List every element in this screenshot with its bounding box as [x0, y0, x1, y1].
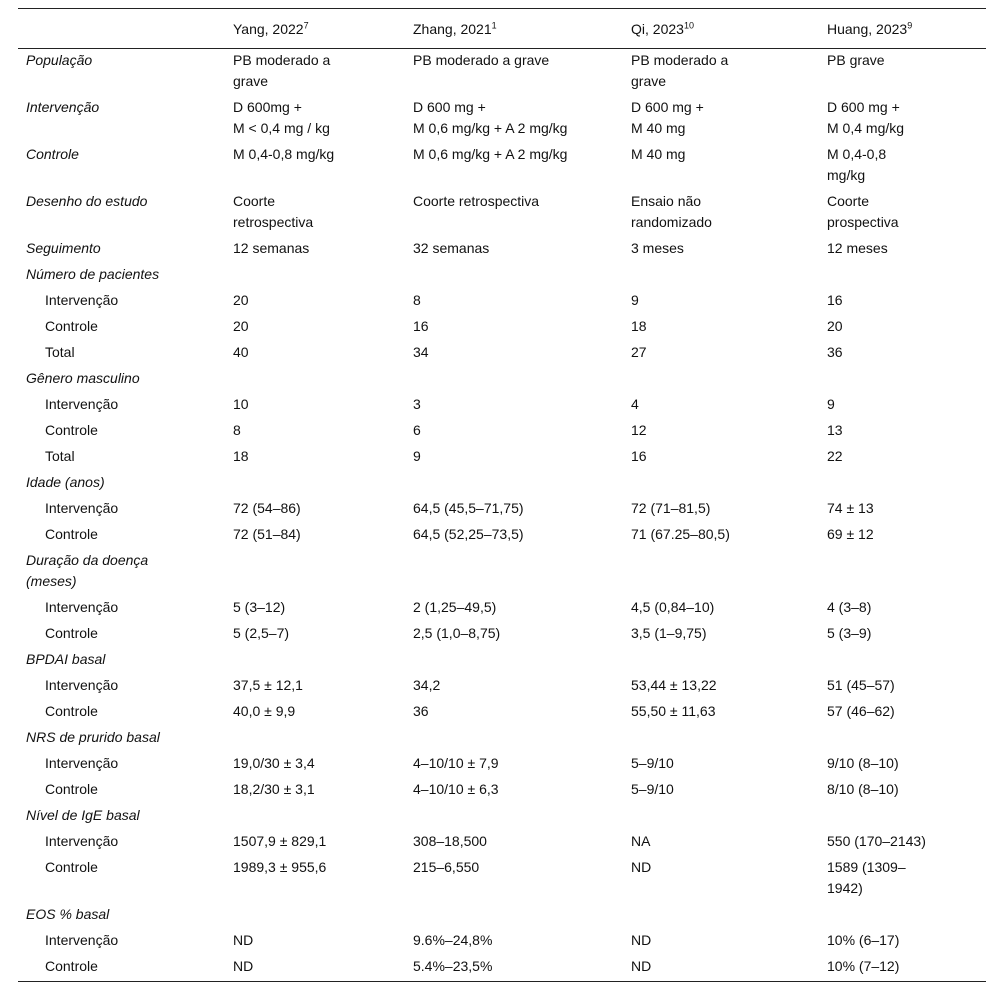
table-cell: M 0,4-0,8 mg/kg [233, 146, 335, 162]
row-category-label: EOS % basal [26, 906, 110, 922]
table-cell: PB moderado a grave [413, 52, 550, 68]
table-cell: 34,2 [413, 677, 441, 693]
table-row [18, 929, 986, 955]
table-row [18, 549, 986, 596]
row-category-label: Gênero masculino [26, 370, 140, 386]
table-cell: PB moderado a grave [631, 52, 729, 89]
table-cell: Ensaio não randomizado [631, 193, 712, 230]
table-cell: 4 (3–8) [827, 599, 872, 615]
table-cell [821, 903, 986, 929]
table-cell: 215–6,550 [413, 859, 480, 875]
table-cell: Coorte retrospectiva [413, 193, 540, 209]
table-cell: 13 [827, 422, 843, 438]
table-cell: 37,5 ± 12,1 [233, 677, 303, 693]
row-sub-label: Intervenção [45, 932, 119, 948]
table-cell: 12 meses [827, 240, 888, 256]
table-cell: 550 (170–2143) [827, 833, 926, 849]
table-cell: 2,5 (1,0–8,75) [413, 625, 501, 641]
table-cell: ND [226, 955, 407, 982]
table-cell [625, 648, 821, 674]
header-study: Yang, 2022$^7$ [226, 9, 407, 49]
table-row [18, 419, 986, 445]
table-cell [625, 804, 821, 830]
table-cell [821, 471, 986, 497]
table-cell: 9 [827, 396, 835, 412]
table-cell: 69 ± 12 [827, 526, 874, 542]
table-row [18, 341, 986, 367]
table-cell [226, 726, 407, 752]
table-cell: 71 (67.25–80,5) [631, 526, 730, 542]
table-row [18, 700, 986, 726]
table-cell: 16 [413, 318, 429, 334]
row-sub-label: Intervenção [45, 599, 119, 615]
table-cell [407, 263, 625, 289]
table-cell: Coorte retrospectiva [233, 193, 314, 230]
table-cell: 9.6%–24,8% [413, 932, 493, 948]
table-cell: 36 [827, 344, 843, 360]
table-cell: 32 semanas [413, 240, 490, 256]
table-cell: ND [631, 859, 652, 875]
table-row [18, 315, 986, 341]
header-row [18, 9, 986, 49]
table-cell: PB grave [827, 52, 885, 68]
table-cell: M 40 mg [631, 146, 686, 162]
row-sub-label: Intervenção [45, 396, 119, 412]
table-cell: 9/10 (8–10) [827, 755, 899, 771]
table-cell: 308–18,500 [413, 833, 487, 849]
table-cell [226, 804, 407, 830]
row-category-label: Seguimento [26, 240, 101, 256]
row-sub-label: Total [45, 344, 75, 360]
table-cell: 2 (1,25–49,5) [413, 599, 497, 615]
row-category-label: Desenho do estudo [26, 193, 148, 209]
row-category-label: Idade (anos) [26, 474, 105, 490]
table-cell [226, 903, 407, 929]
table-row [18, 263, 986, 289]
table-row [18, 497, 986, 523]
row-category-label: Nível de IgE basal [26, 807, 140, 823]
table-cell [625, 726, 821, 752]
table-row [18, 955, 986, 982]
table-cell: 4 [631, 396, 639, 412]
table-cell: PB moderado a grave [233, 52, 331, 89]
table-row [18, 523, 986, 549]
table-cell [226, 648, 407, 674]
table-cell: 12 semanas [233, 240, 310, 256]
table-cell: 72 (71–81,5) [631, 500, 711, 516]
header-study: Qi, 2023$^{10}$ [625, 9, 821, 49]
row-category-label: População [26, 52, 93, 68]
table-cell: 40,0 ± 9,9 [233, 703, 296, 719]
table-cell [625, 903, 821, 929]
table-cell [821, 367, 986, 393]
header-study: Zhang, 2021$^1$ [407, 9, 625, 49]
row-category-label: Intervenção [26, 99, 100, 115]
table-cell: D 600 mg + M 0,4 mg/kg [827, 99, 905, 136]
table-row [18, 393, 986, 419]
row-sub-label: Intervenção [45, 677, 119, 693]
row-sub-label: Controle [45, 422, 98, 438]
table-cell [407, 367, 625, 393]
table-cell: 9 [631, 292, 639, 308]
table-cell [226, 471, 407, 497]
table-cell: 16 [631, 448, 647, 464]
table-row [18, 622, 986, 648]
table-cell: ND [233, 932, 254, 948]
table-cell: 12 [631, 422, 647, 438]
table-cell: 18 [233, 448, 249, 464]
row-sub-label: Intervenção [45, 833, 119, 849]
table-cell: 20 [233, 318, 249, 334]
table-cell [625, 549, 821, 596]
row-category-label: Duração da doença (meses) [26, 552, 149, 589]
table-cell: D 600 mg + M 0,6 mg/kg + A 2 mg/kg [413, 99, 568, 136]
table-cell [625, 367, 821, 393]
table-cell [821, 263, 986, 289]
row-sub-label: Intervenção [45, 500, 119, 516]
table-cell [226, 367, 407, 393]
comparison-table [18, 8, 986, 982]
header-study: Huang, 2023$^9$ [821, 9, 986, 49]
row-sub-label: Controle [45, 781, 98, 797]
table-cell: 57 (46–62) [827, 703, 895, 719]
table-cell [407, 903, 625, 929]
table-cell: Coorte prospectiva [827, 193, 899, 230]
table-cell: ND [625, 955, 821, 982]
table-cell [407, 549, 625, 596]
table-cell: 5–9/10 [631, 755, 674, 771]
table-cell: 9 [413, 448, 421, 464]
row-sub-label: Total [45, 448, 75, 464]
table-cell [407, 648, 625, 674]
table-cell: 5–9/10 [631, 781, 674, 797]
table-row [18, 96, 986, 143]
table-row [18, 190, 986, 237]
table-row [18, 289, 986, 315]
table-cell: 18 [631, 318, 647, 334]
table-cell: 72 (54–86) [233, 500, 301, 516]
row-sub-label: Intervenção [45, 292, 119, 308]
header-empty [18, 9, 226, 49]
table-cell [407, 471, 625, 497]
row-sub-label: Controle [45, 703, 98, 719]
table-cell: 64,5 (52,25–73,5) [413, 526, 524, 542]
table-row [18, 674, 986, 700]
table-cell: 1507,9 ± 829,1 [233, 833, 327, 849]
table-cell: 8 [413, 292, 421, 308]
table-cell: 3 [413, 396, 421, 412]
table-cell: 5 (2,5–7) [233, 625, 290, 641]
table-cell: 5 (3–12) [233, 599, 286, 615]
table-cell: 10% (6–17) [827, 932, 900, 948]
table-cell: 3,5 (1–9,75) [631, 625, 707, 641]
table-cell [407, 726, 625, 752]
table-row [18, 471, 986, 497]
table-body [18, 49, 986, 982]
table-row [18, 596, 986, 622]
table-cell: 5.4%–23,5% [407, 955, 625, 982]
table-cell: 3 meses [631, 240, 684, 256]
table-row [18, 856, 986, 903]
table-row [18, 830, 986, 856]
table-cell: 53,44 ± 13,22 [631, 677, 717, 693]
table-cell: 51 (45–57) [827, 677, 895, 693]
table-cell: 40 [233, 344, 249, 360]
table-row [18, 778, 986, 804]
row-category-label: NRS de prurido basal [26, 729, 160, 745]
row-category-label: Controle [26, 146, 79, 162]
table-cell: 4–10/10 ± 6,3 [413, 781, 499, 797]
table-cell: 55,50 ± 11,63 [631, 703, 716, 719]
table-cell: 5 (3–9) [827, 625, 872, 641]
table-row [18, 237, 986, 263]
table-cell: M 0,4-0,8 mg/kg [827, 146, 887, 183]
table-cell: 1589 (1309–1942) [827, 859, 906, 896]
table-cell [821, 549, 986, 596]
table-cell: 16 [827, 292, 843, 308]
table-cell: 4,5 (0,84–10) [631, 599, 715, 615]
table-cell: 20 [827, 318, 843, 334]
table-cell: M 0,6 mg/kg + A 2 mg/kg [413, 146, 568, 162]
table-row [18, 726, 986, 752]
table-cell: 20 [233, 292, 249, 308]
table-cell [226, 549, 407, 596]
row-sub-label: Controle [45, 859, 98, 875]
row-sub-label: Controle [45, 526, 98, 542]
table-row [18, 445, 986, 471]
table-row [18, 648, 986, 674]
table-cell: 36 [413, 703, 429, 719]
row-sub-label: Controle [45, 625, 98, 641]
table-cell: 8/10 (8–10) [827, 781, 899, 797]
table-cell: 8 [233, 422, 241, 438]
row-sub-label: Controle [18, 955, 226, 982]
row-category-label: Número de pacientes [26, 266, 160, 282]
table-cell: 19,0/30 ± 3,4 [233, 755, 315, 771]
table-cell: 64,5 (45,5–71,75) [413, 500, 524, 516]
table-cell [821, 726, 986, 752]
table-cell: 10% (7–12) [821, 955, 986, 982]
row-category-label: BPDAI basal [26, 651, 106, 667]
row-sub-label: Intervenção [45, 755, 119, 771]
table-cell: 18,2/30 ± 3,1 [233, 781, 315, 797]
table-cell: 34 [413, 344, 429, 360]
table-row [18, 143, 986, 190]
table-cell: 4–10/10 ± 7,9 [413, 755, 499, 771]
table-cell [625, 263, 821, 289]
table-cell: NA [631, 833, 651, 849]
table-cell [821, 804, 986, 830]
table-cell: D 600mg + M < 0,4 mg / kg [233, 99, 330, 136]
table-row [18, 49, 986, 97]
table-cell: 6 [413, 422, 421, 438]
table-cell: 1989,3 ± 955,6 [233, 859, 327, 875]
table-cell [625, 471, 821, 497]
table-cell: 22 [827, 448, 843, 464]
table-cell: 27 [631, 344, 647, 360]
table-cell [407, 804, 625, 830]
table-row [18, 367, 986, 393]
table-cell: 72 (51–84) [233, 526, 301, 542]
row-sub-label: Controle [45, 318, 98, 334]
table-cell: D 600 mg + M 40 mg [631, 99, 704, 136]
table-cell: 10 [233, 396, 249, 412]
table-cell [226, 263, 407, 289]
table-row [18, 804, 986, 830]
table-cell [821, 648, 986, 674]
table-row [18, 903, 986, 929]
table-cell: ND [631, 932, 652, 948]
table-row [18, 752, 986, 778]
table-cell: 74 ± 13 [827, 500, 874, 516]
